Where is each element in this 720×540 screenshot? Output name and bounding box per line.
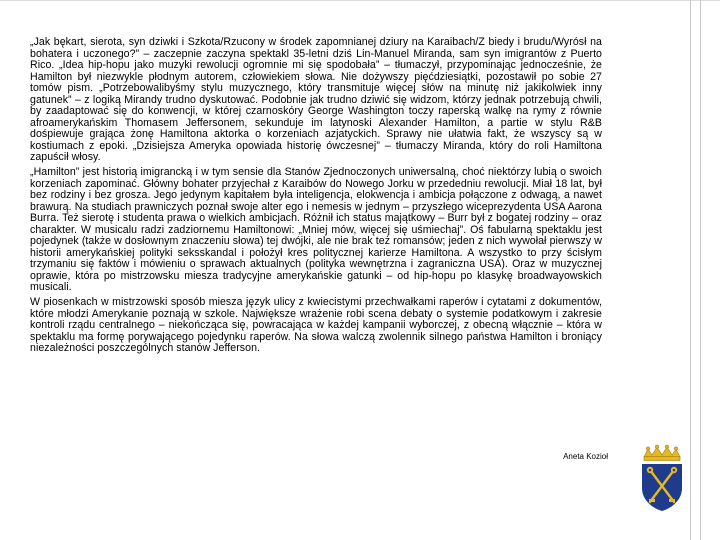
author-signature: Aneta Kozioł (563, 452, 608, 461)
right-border-line-outer (700, 0, 701, 540)
article-text (30, 37, 602, 358)
university-coat-of-arms-icon (640, 444, 684, 512)
top-border-line (0, 0, 720, 1)
paragraph-3: W piosenkach w mistrzowski sposób miesza język ulicy z kwiecistymi przechwałkami raperów i cytatami z dokumentów, które młodzi Amerykanie poznają w szkole. Największe wrażenie robi scena debaty o systemie podatkowym i zakresie kontroli rządu centralnego – niekończąca się, powracająca w każdej kampanii wyborczej, z obecną włącznie – która w spektaklu ma formę porywającego pojedynku raperów. Na słowa walczą zwolennik silnego państwa Hamilton i broniący niezależności poszczególnych stanów Jefferson. (30, 296, 602, 355)
paragraph-2: „Hamilton” jest historią imigrancką i w tym sensie dla Stanów Zjednoczonych uniwersalną, choć niektórzy lubią o swoich korzeniach zapominać. Główny bohater przyjechał z Karaibów do Nowego Jorku w przededniu rewolucji. Miał 18 lat, był bez rodziny i bez grosza. Jego jedynym kapitałem była inteligencja, elokwencja i ambicja połączone z odwagą, a nawet brawurą. Na studiach prawniczych poznał swoje alter ego i nemesis w jednym – przyszłego wiceprezydenta USA Aarona Burra. Też sierotę i studenta prawa o wielkich ambicjach. Różnił ich status majątkowy – Burr był z bogatej rodziny – oraz charakter. W musicalu radzi zadziornemu Hamiltonowi: „Mniej mów, więcej się uśmiechaj”. Oś fabularną spektaklu jest pojedynek (także w dosłownym znaczeniu słowa) tej dwójki, ale nie brak też romansów; jeden z nich wywołał pierwszy w historii amerykańskiej polityki seksskandal i położył kres politycznej karierze Hamiltona. A wszystko to przy ścisłym trzymaniu się faktów i mówieniu o sprawach aktualnych (polityka wewnętrzna i zagraniczna USA). Oraz w muzycznej oprawie, która po mistrzowsku miesza tradycyjne amerykańskie gatunki – od hip-hopu po klasykę broadwayowskich musicali. (30, 166, 602, 294)
paragraph-1: „Jak bękart, sierota, syn dziwki i Szkota/Rzucony w środek zapomnianej dziury na Karaibach/Z biedy i brudu/Wyrósł na bohatera i uczonego?” – zaczepnie zaczyna spektakl 35-letni dziś Lin-Manuel Miranda, sam syn imigrantów z Puerto Rico. „Idea hip-hopu jako muzyki rewolucji ogromnie mi się spodobała” – tłumaczył, przypominając jednocześnie, że Hamilton był niezwykle płodnym autorem, człowiekiem słowa. Nie dożywszy pięćdziesiątki, pozostawił po sobie 27 tomów pism. „Potrzebowalibyśmy stylu muzycznego, który transmituje więcej słów na minutę niż jakikolwiek inny gatunek” – z logiką Mirandy trudno dyskutować. Podobnie jak trudno dziwić się widzom, którzy jednak potrzebują chwili, by zaadaptować się do konwencji, w której czarnoskóry George Washington toczy raperską walkę na rymy z równie afroamerykańskim Thomasem Jeffersonem, sekunduje im latynoski Alexander Hamilton, a partie w stylu R&B dośpiewuje grająca żonę Hamiltona aktorka o korzeniach azjatyckich. Sprawy nie ułatwia fakt, że wszyscy są w kostiumach z epoki. „Dzisiejsza Ameryka opowiada historię ówczesnej” – tłumaczy Miranda, który do roli Hamiltona zapuścił włosy. (30, 36, 602, 164)
right-border-line-inner (690, 0, 691, 540)
